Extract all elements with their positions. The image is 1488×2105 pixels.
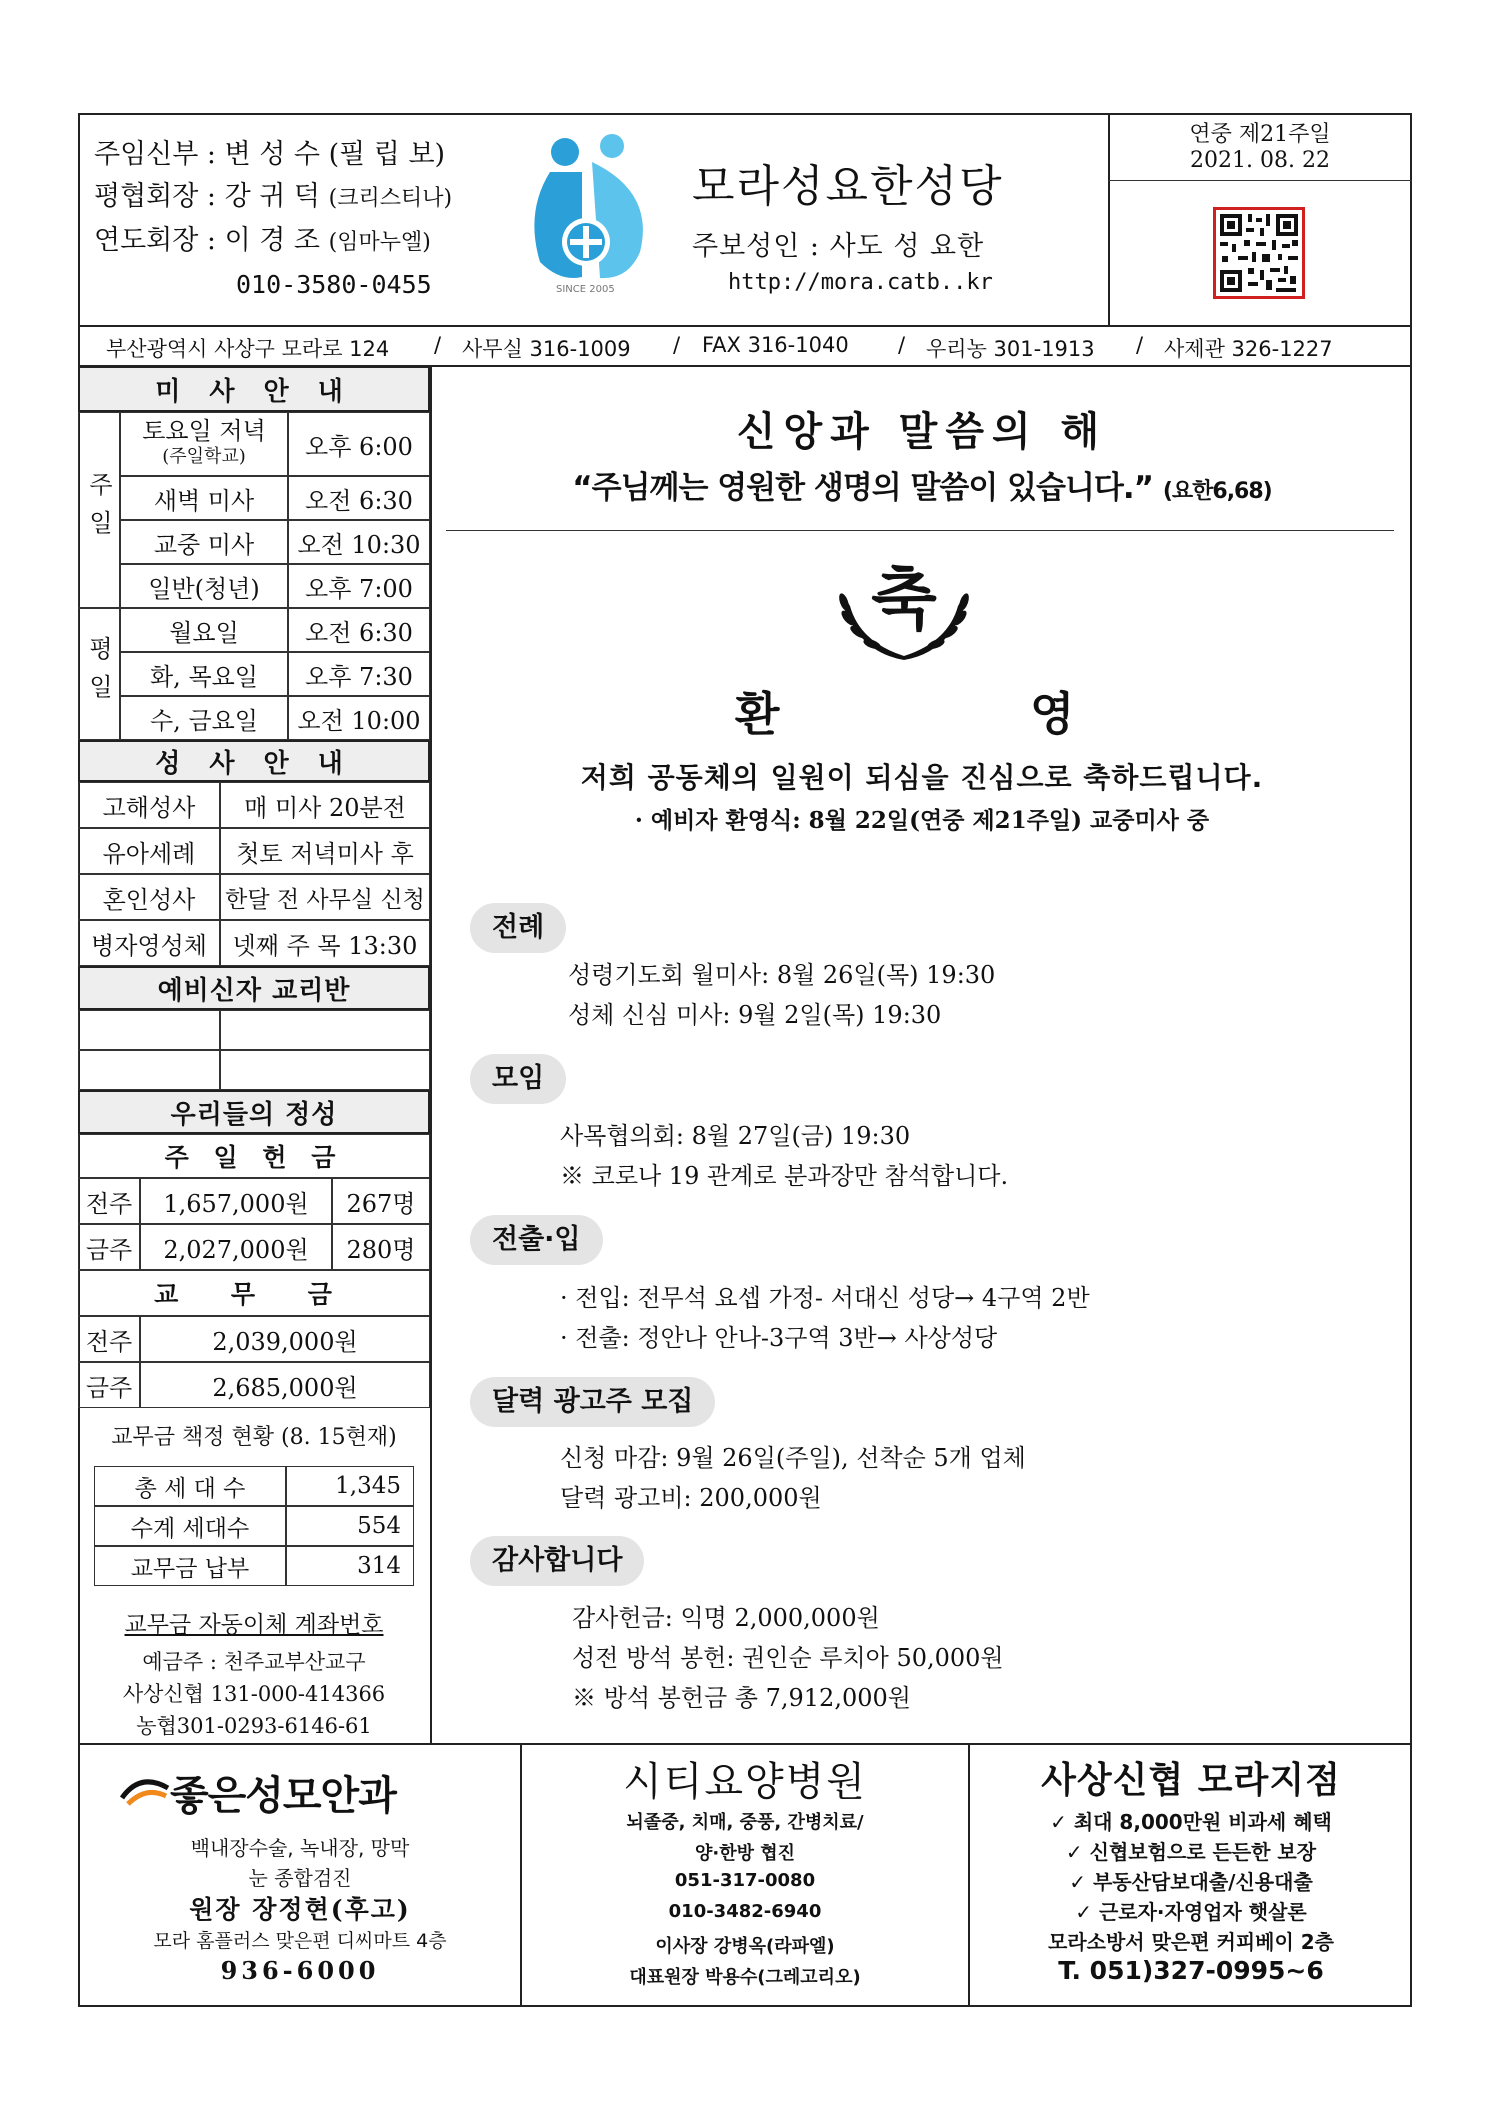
mass-name: 일반(청년) [120,564,288,608]
account-number-2: 농협301-0293-6146-61 [136,1714,372,1738]
offering-amount: 1,657,000원 [140,1178,332,1224]
section-liturgy-title: 전례 [470,903,566,953]
qr-code-icon[interactable] [1213,207,1305,299]
mass-time: 오전 6:30 [288,608,430,652]
patron-saint: 주보성인 : 사도 성 요한 [692,231,985,262]
welcome-char-1: 환 [735,687,780,741]
catechumen-cell [78,1050,220,1090]
credit-union-phone: T. 051)327-0995~6 [1058,1956,1324,1985]
credit-union-benefit: ✓ 부동산담보대출/신용대출 [1069,1870,1313,1894]
account-holder: 예금주 : 천주교부산교구 [142,1650,366,1674]
section-calendar-ad-title: 달력 광고주 모집 [470,1377,715,1427]
section-item: 신청 마감: 9월 26일(주일), 선착순 5개 업체 [560,1444,1026,1472]
sacrament-info: 넷째 주 목 13:30 [220,920,430,966]
offering-count: 267명 [332,1178,430,1224]
status-value: 1,345 [286,1466,414,1506]
hospital-chair: 이사장 강병옥(라파엘) [655,1936,835,1957]
sacrament-info: 매 미사 20분전 [220,782,430,828]
catechumen-class-title: 예비신자 교리반 [78,966,430,1010]
section-thanks-title: 감사합니다 [470,1536,644,1586]
section-item: ※ 코로나 19 관계로 분과장만 참석합니다. [560,1162,1009,1190]
office-phone: 사무실 316-1009 [462,337,631,361]
credit-union-benefit: ✓ 최대 8,000만원 비과세 혜택 [1050,1810,1332,1834]
logo-since: SINCE 2005 [556,284,615,295]
catechumen-cell [220,1050,430,1090]
sacrament-name: 혼인성사 [78,874,220,920]
section-item: 사목협의회: 8월 27일(금) 19:30 [560,1122,911,1150]
section-item: · 전입: 전무석 요셉 가정- 서대신 성당→ 4구역 2반 [560,1284,1090,1312]
address-bar: 부산광역시 사상구 모라로 124 / 사무실 316-1009 / FAX 316-1040 / 우리농 301-1913 / 사제관 326-1227 [106,333,1333,361]
credit-union-name: 사상신협 모라지점 [1041,1760,1341,1801]
sacrament-info: 첫토 저녁미사 후 [220,828,430,874]
church-name: 모라성요한성당 [692,161,1004,212]
credit-union-location: 모라소방서 맞은편 커피베이 2층 [1048,1930,1334,1954]
section-item: 성체 신심 미사: 9월 2일(목) 19:30 [568,1001,942,1029]
eye-clinic-director: 원장 장정현(후고) [189,1895,411,1924]
contact-phone: 010-3580-0455 [236,270,432,299]
credit-union-benefit: ✓ 신협보험으로 든든한 보장 [1065,1840,1317,1864]
date-box-divider [1108,180,1412,181]
sacrament-info: 한달 전 사무실 신청 [220,874,430,920]
section-item: 달력 광고비: 200,000원 [560,1484,822,1512]
header-staff [94,134,452,306]
mass-name: 수, 금요일 [120,696,288,740]
fax-number: FAX 316-1040 [702,333,849,357]
eye-clinic-name: 좋은성모안과 [170,1773,396,1819]
hospital-phone-1: 051-317-0080 [674,1870,816,1891]
sunday-offering-title: 주 일 헌 금 [78,1134,430,1178]
hospital-treatment: 양·한방 협진 [694,1843,796,1864]
mass-time: 오전 10:00 [288,696,430,740]
offering-period: 금주 [78,1224,140,1270]
welcome-message: 저희 공동체의 일원이 되심을 진심으로 축하드립니다. [580,761,1264,794]
sacrament-name: 고해성사 [78,782,220,828]
section-meeting-title: 모임 [470,1054,566,1104]
left-column-divider [430,365,432,1743]
dues-amount: 2,685,000원 [140,1362,430,1408]
status-label: 총 세 대 수 [94,1466,286,1506]
mass-time: 오후 7:00 [288,564,430,608]
eye-clinic-phone: 936-6000 [220,1956,380,1985]
account-number-1: 사상신협 131-000-414366 [122,1682,386,1706]
section-item: 감사헌금: 익명 2,000,000원 [572,1604,880,1632]
bank-number: 우리농 301-1913 [926,337,1095,361]
section-transfer-title: 전출·입 [470,1215,603,1265]
hospital-phone-2: 010-3482-6940 [668,1901,822,1922]
rectory-phone: 사제관 326-1227 [1164,337,1333,361]
section-item: 성령기도회 월미사: 8월 26일(목) 19:30 [568,961,996,989]
offering-title: 우리들의 정성 [78,1090,430,1134]
section-item: ※ 방석 봉헌금 총 7,912,000원 [572,1684,911,1712]
dues-status-title: 교무금 책정 현황 (8. 15현재) [111,1425,397,1450]
mass-name: 새벽 미사 [120,476,288,520]
welcome-detail: · 예비자 환영식: 8월 22일(연중 제21주일) 교중미사 중 [634,807,1210,834]
status-label: 교무금 납부 [94,1546,286,1586]
congrats-character: 축 [871,561,937,640]
hospital-director: 대표원장 박용수(그레고리오) [629,1967,861,1988]
pastor-line: 주임신부 : 변 성 수 (필 립 보) [94,139,446,170]
diocese-dues-title: 교 무 금 [78,1270,430,1316]
offering-period: 전주 [78,1178,140,1224]
account-title: 교무금 자동이체 계좌번호 [124,1612,384,1638]
liturgical-date: 연중 제21주일 2021. 08. 22 [1189,122,1331,173]
eye-clinic-location: 모라 홈플러스 맞은편 디씨마트 4층 [153,1930,447,1952]
status-label: 수계 세대수 [94,1506,286,1546]
ads-divider [78,1743,1412,1745]
status-value: 554 [286,1506,414,1546]
mass-guide-title: 미 사 안 내 [78,366,430,412]
header-divider [78,325,1412,327]
sunday-label: 주일 [78,412,120,608]
church-logo [520,132,660,302]
weekday-label: 평일 [78,608,120,740]
status-value: 314 [286,1546,414,1586]
mass-time: 오후 7:30 [288,652,430,696]
dues-period: 금주 [78,1362,140,1408]
credit-union-benefit: ✓ 근로자·자영업자 햇살론 [1075,1900,1307,1924]
church-website[interactable]: http://mora.catb..kr [728,270,993,295]
year-theme-title: 신앙과 말씀의 해 [736,409,1108,455]
mass-name: 교중 미사 [120,520,288,564]
eye-clinic-checkup: 눈 종합검진 [248,1866,352,1890]
sacrament-guide-title: 성 사 안 내 [78,740,430,782]
mass-time: 오전 10:30 [288,520,430,564]
mass-name: 월요일 [120,608,288,652]
section-item: · 전출: 정안나 안나-3구역 3반→ 사상성당 [560,1324,998,1352]
laurel-wreath-icon [826,556,982,666]
dues-amount: 2,039,000원 [140,1316,430,1362]
catechumen-cell [220,1010,430,1050]
theme-divider [446,530,1394,531]
council-line: 평협회장 : 강 귀 덕 (크리스티나) [94,181,453,212]
mass-name: 화, 목요일 [120,652,288,696]
catechesis-line: 연도회장 : 이 경 조 (임마누엘) [94,225,431,256]
year-theme-quote: “주님께는 영원한 생명의 말씀이 있습니다.” (요한6,68) [572,470,1272,506]
mass-time: 오전 6:30 [288,476,430,520]
offering-amount: 2,027,000원 [140,1224,332,1270]
sacrament-name: 병자영성체 [78,920,220,966]
hospital-services: 뇌졸중, 치매, 중풍, 간병치료/ [626,1812,864,1833]
section-item: 성전 방석 봉헌: 권인순 루치아 50,000원 [572,1644,1004,1672]
hospital-name: 시티요양병원 [623,1759,867,1805]
mass-time: 오후 6:00 [288,412,430,476]
offering-count: 280명 [332,1224,430,1270]
church-address: 부산광역시 사상구 모라로 124 [106,337,390,361]
eye-clinic-logo-icon [120,1770,170,1810]
mass-name: 토요일 저녁 (주일학교) [120,412,288,476]
dues-period: 전주 [78,1316,140,1362]
welcome-char-2: 영 [1030,687,1075,741]
eye-clinic-services: 백내장수술, 녹내장, 망막 [190,1836,410,1860]
catechumen-cell [78,1010,220,1050]
sacrament-name: 유아세례 [78,828,220,874]
